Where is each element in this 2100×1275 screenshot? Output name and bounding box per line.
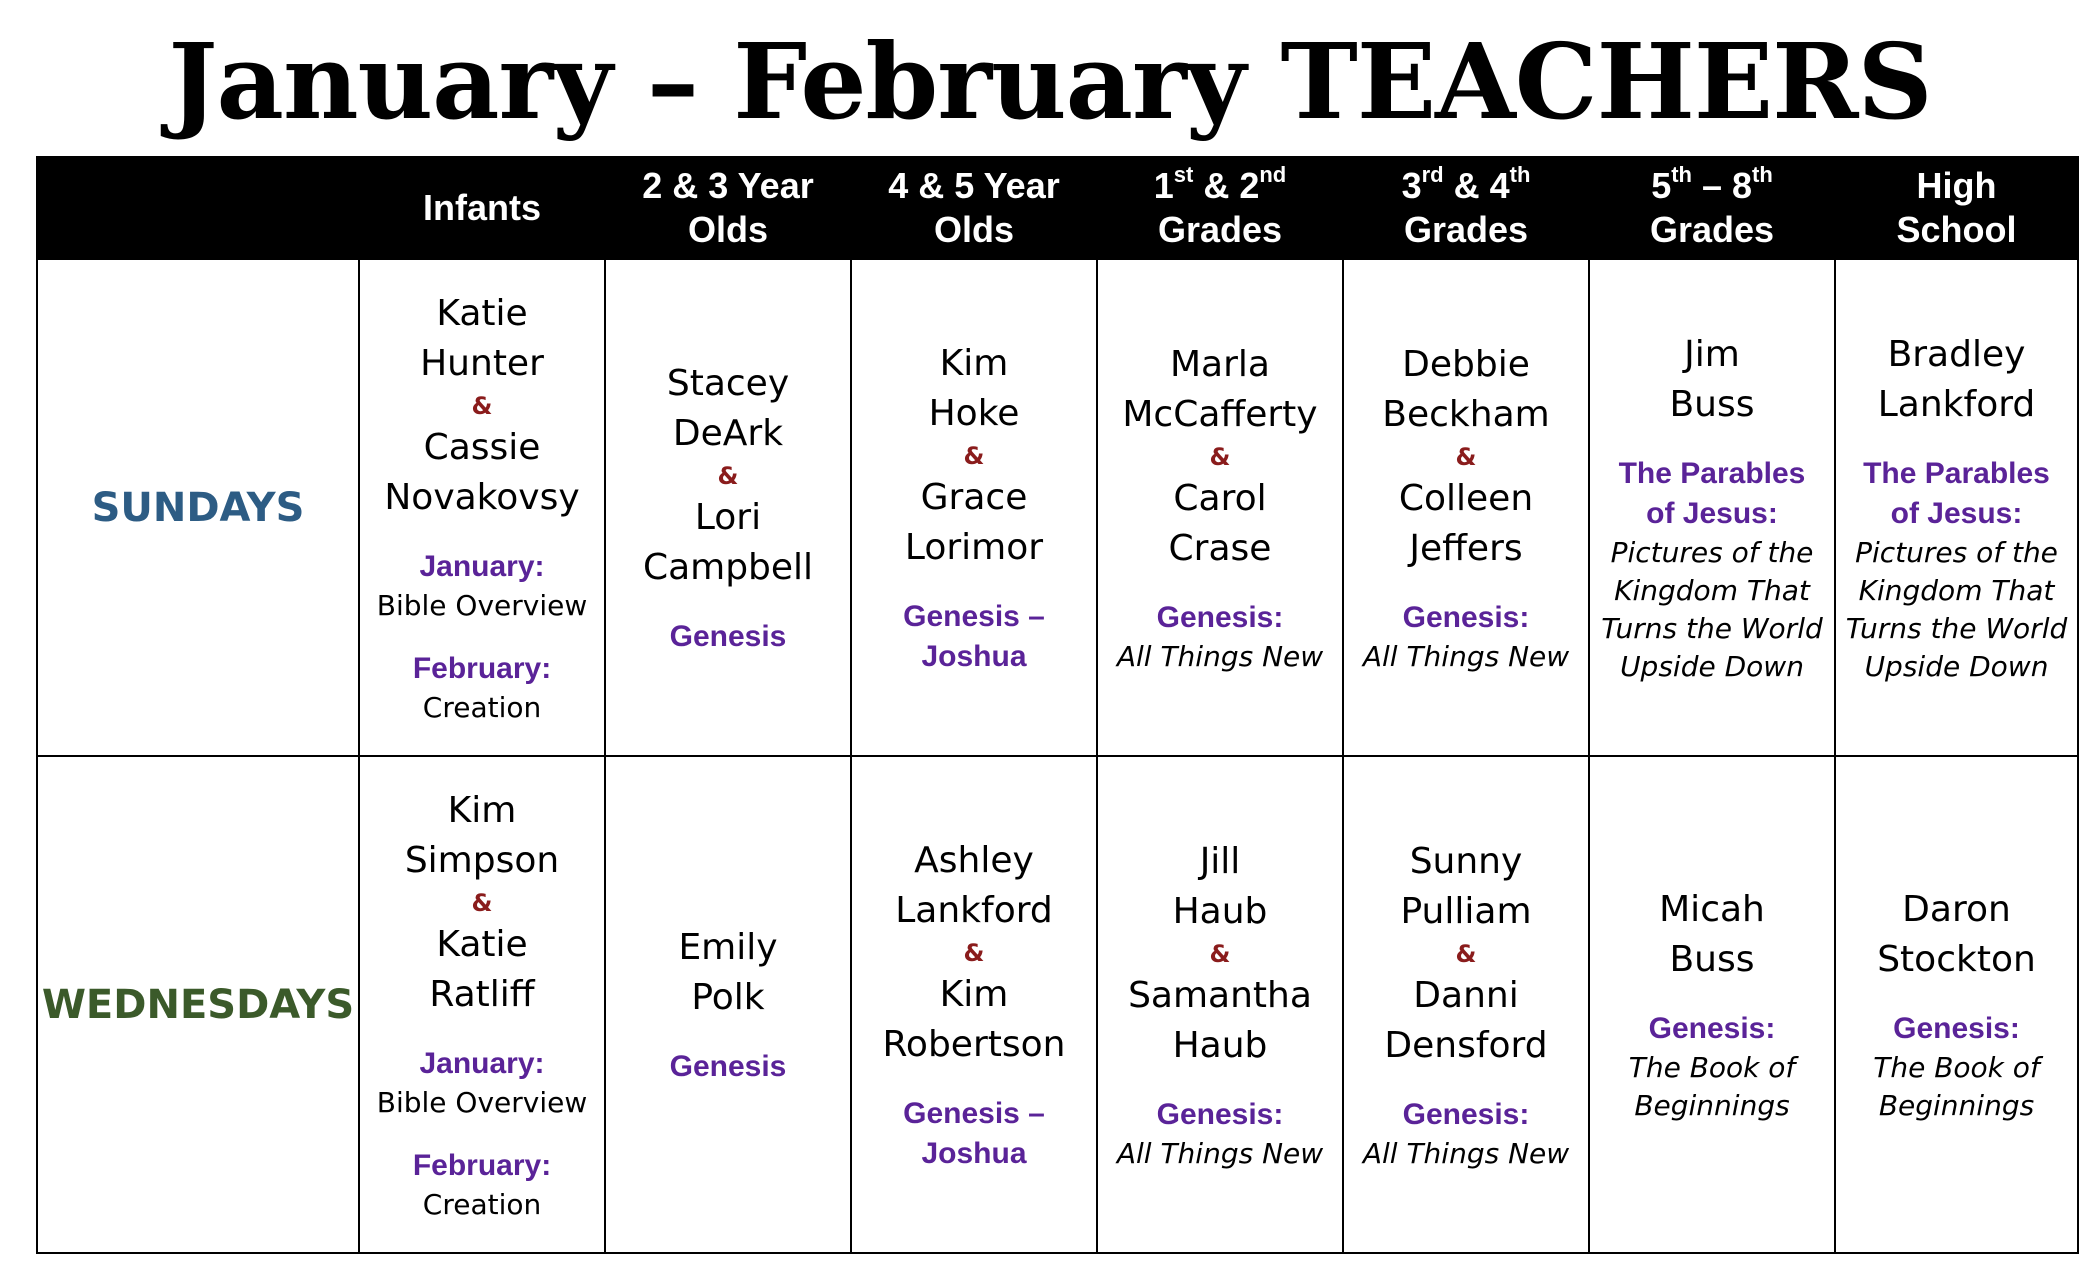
- ampersand: &: [717, 461, 739, 490]
- curriculum-subtitle: The Book of: [1873, 1050, 2040, 1084]
- teacher-name: Carol: [1173, 477, 1267, 519]
- header-line2: Grades: [1403, 209, 1529, 250]
- teacher-name: Colleen: [1398, 477, 1534, 519]
- teacher-name: Hunter: [420, 342, 544, 384]
- teacher-name: Lankford: [895, 889, 1053, 931]
- header-suffix: nd: [1259, 162, 1287, 187]
- header-line1: 4 & 5 Year: [888, 165, 1060, 206]
- teacher-name: Campbell: [642, 546, 814, 588]
- teacher-name: Crase: [1168, 527, 1272, 569]
- curriculum-label: Genesis:: [1402, 1097, 1530, 1131]
- header-line2: Grades: [1649, 209, 1775, 250]
- curriculum-label: February:: [412, 1148, 552, 1182]
- cell-sundays-1st-2nd-grades: [1097, 259, 1343, 756]
- header-5th-8th-grades: [1589, 157, 1835, 259]
- teacher-name: Emily: [678, 926, 778, 968]
- teacher-name: Hoke: [928, 392, 1020, 434]
- cell-sundays-5th-8th-grades: [1589, 259, 1835, 756]
- ampersand: &: [1209, 939, 1231, 968]
- cell-wednesdays-3rd-4th-grades: [1343, 756, 1589, 1253]
- teacher-name: McCafferty: [1122, 393, 1318, 435]
- teacher-name: Haub: [1172, 1024, 1268, 1066]
- day-label-wednesdays: WEDNESDAYS: [37, 756, 359, 1253]
- header-suffix: st: [1173, 162, 1194, 187]
- teacher-name: Beckham: [1382, 393, 1550, 435]
- cell-sundays-3rd-4th-grades: [1343, 259, 1589, 756]
- curriculum-label: of Jesus:: [1890, 496, 2023, 530]
- ampersand: &: [1209, 442, 1231, 471]
- teacher-name: Katie: [436, 923, 528, 965]
- header-high-school: [1835, 157, 2078, 259]
- teacher-name: Cassie: [423, 426, 541, 468]
- teacher-name: Danni: [1413, 974, 1519, 1016]
- cell-wednesdays-5th-8th-grades: [1589, 756, 1835, 1253]
- curriculum-subtitle: Pictures of the: [1855, 535, 2058, 569]
- teacher-name: DeArk: [672, 412, 784, 454]
- header-blank: [37, 157, 359, 259]
- curriculum-subtitle: Kingdom That: [1858, 573, 2055, 607]
- curriculum-subtitle: All Things New: [1362, 639, 1570, 673]
- curriculum-subtitle: Turns the World: [1601, 611, 1823, 645]
- header-mid: – 8: [1691, 165, 1753, 206]
- teacher-name: Kim: [447, 789, 517, 831]
- cell-sundays-high-school: [1835, 259, 2078, 756]
- ampersand: &: [1455, 442, 1477, 471]
- header-2-3-year-olds: [605, 157, 851, 259]
- teacher-name: Haub: [1172, 890, 1268, 932]
- curriculum-label: Genesis: [669, 619, 787, 653]
- curriculum-subtitle: All Things New: [1362, 1136, 1570, 1170]
- curriculum-subtitle: Upside Down: [1864, 649, 2049, 683]
- header-infants-label: Infants: [422, 187, 541, 228]
- curriculum-subtitle: Bible Overview: [376, 1085, 588, 1119]
- ampersand: &: [471, 888, 493, 917]
- teacher-name: Lori: [694, 496, 762, 538]
- curriculum-label: Genesis –: [903, 1096, 1045, 1130]
- curriculum-subtitle: Kingdom That: [1614, 573, 1810, 607]
- teacher-name: Ashley: [914, 839, 1034, 881]
- teacher-name: Lankford: [1877, 383, 2036, 425]
- header-line2: Grades: [1157, 209, 1283, 250]
- teacher-name: Simpson: [404, 839, 560, 881]
- teacher-name: Jim: [1684, 333, 1740, 375]
- header-3rd-4th-grades: [1343, 157, 1589, 259]
- curriculum-label: Genesis:: [1648, 1011, 1776, 1045]
- curriculum-label: February:: [412, 651, 552, 685]
- cell-sundays-2-3-year-olds: [605, 259, 851, 756]
- teacher-name: Stockton: [1877, 938, 2036, 980]
- header-infants: [359, 157, 605, 259]
- teacher-name: Robertson: [882, 1023, 1066, 1065]
- curriculum-label: Genesis:: [1402, 600, 1530, 634]
- header-line2: Olds: [687, 209, 768, 250]
- teacher-name: Stacey: [666, 362, 790, 404]
- header-num: 3: [1401, 165, 1422, 206]
- header-row: [37, 157, 2078, 259]
- teacher-name: Marla: [1170, 343, 1270, 385]
- curriculum-subtitle: The Book of: [1628, 1050, 1796, 1084]
- header-suffix: th: [1509, 162, 1531, 187]
- curriculum-subtitle: Upside Down: [1620, 649, 1804, 683]
- curriculum-subtitle: Bible Overview: [376, 588, 588, 622]
- cell-sundays-infants: [359, 259, 605, 756]
- ampersand: &: [1455, 939, 1477, 968]
- teacher-schedule-table: [36, 156, 2079, 1254]
- ampersand: &: [963, 938, 985, 967]
- curriculum-label: Genesis –: [903, 599, 1045, 633]
- header-suffix: th: [1752, 162, 1773, 187]
- curriculum-label: January:: [419, 1046, 545, 1080]
- curriculum-label: January:: [419, 549, 545, 583]
- curriculum-label: Joshua: [921, 639, 1027, 673]
- ampersand: &: [471, 391, 493, 420]
- teacher-name: Kim: [939, 973, 1009, 1015]
- cell-wednesdays-1st-2nd-grades: [1097, 756, 1343, 1253]
- curriculum-subtitle: Pictures of the: [1610, 535, 1814, 569]
- teacher-name: Buss: [1669, 383, 1755, 425]
- teacher-name: Novakovsy: [384, 476, 580, 518]
- day-label-sundays: SUNDAYS: [37, 259, 359, 756]
- teacher-name: Debbie: [1402, 343, 1530, 385]
- teacher-name: Jill: [1199, 840, 1241, 882]
- curriculum-subtitle: Turns the World: [1845, 611, 2068, 645]
- curriculum-subtitle: Creation: [422, 690, 542, 724]
- curriculum-subtitle: Beginnings: [1634, 1088, 1790, 1122]
- teacher-name: Polk: [691, 976, 765, 1018]
- curriculum-label: Genesis:: [1893, 1011, 2020, 1045]
- teacher-name: Samantha: [1128, 974, 1312, 1016]
- teacher-name: Buss: [1669, 938, 1755, 980]
- header-line1: 2 & 3 Year: [642, 165, 814, 206]
- teacher-name: Daron: [1902, 888, 2011, 930]
- header-num: 1: [1153, 165, 1174, 206]
- header-4-5-year-olds: [851, 157, 1097, 259]
- cell-wednesdays-infants: [359, 756, 605, 1253]
- curriculum-label: Genesis:: [1156, 1097, 1284, 1131]
- teacher-name: Kim: [939, 342, 1009, 384]
- header-1st-2nd-grades: [1097, 157, 1343, 259]
- header-suffix: th: [1671, 162, 1692, 187]
- teacher-name: Pulliam: [1400, 890, 1532, 932]
- teacher-name: Lorimor: [904, 526, 1044, 568]
- teacher-name: Jeffers: [1409, 527, 1523, 569]
- wednesdays-row: [37, 756, 2078, 1253]
- header-num: 5: [1651, 165, 1672, 206]
- cell-wednesdays-4-5-year-olds: [851, 756, 1097, 1253]
- header-line1: High: [1916, 165, 1997, 206]
- curriculum-label: Genesis: [669, 1049, 787, 1083]
- cell-sundays-4-5-year-olds: [851, 259, 1097, 756]
- header-line2: Olds: [933, 209, 1014, 250]
- curriculum-subtitle: Beginnings: [1878, 1088, 2035, 1122]
- teacher-name: Sunny: [1409, 840, 1523, 882]
- curriculum-label: of Jesus:: [1646, 496, 1778, 530]
- teacher-name: Katie: [436, 292, 528, 334]
- curriculum-label: The Parables: [1863, 456, 2050, 490]
- curriculum-label: Joshua: [921, 1136, 1027, 1170]
- header-mid: & 2: [1193, 165, 1260, 206]
- sundays-row: [37, 259, 2078, 756]
- teacher-name: Grace: [920, 476, 1028, 518]
- page-title: January – February TEACHERS: [168, 20, 1932, 143]
- header-mid: & 4: [1443, 165, 1510, 206]
- teacher-name: Densford: [1384, 1024, 1548, 1066]
- curriculum-label: Genesis:: [1156, 600, 1284, 634]
- curriculum-subtitle: All Things New: [1116, 1136, 1324, 1170]
- cell-wednesdays-high-school: [1835, 756, 2078, 1253]
- teacher-name: Bradley: [1887, 333, 2026, 375]
- ampersand: &: [963, 441, 985, 470]
- teacher-name: Ratliff: [429, 973, 535, 1015]
- teacher-name: Micah: [1659, 888, 1765, 930]
- curriculum-subtitle: Creation: [422, 1187, 542, 1221]
- header-line2: School: [1896, 209, 2017, 250]
- curriculum-label: The Parables: [1618, 456, 1806, 490]
- curriculum-subtitle: All Things New: [1116, 639, 1324, 673]
- cell-wednesdays-2-3-year-olds: [605, 756, 851, 1253]
- header-suffix: rd: [1421, 162, 1444, 187]
